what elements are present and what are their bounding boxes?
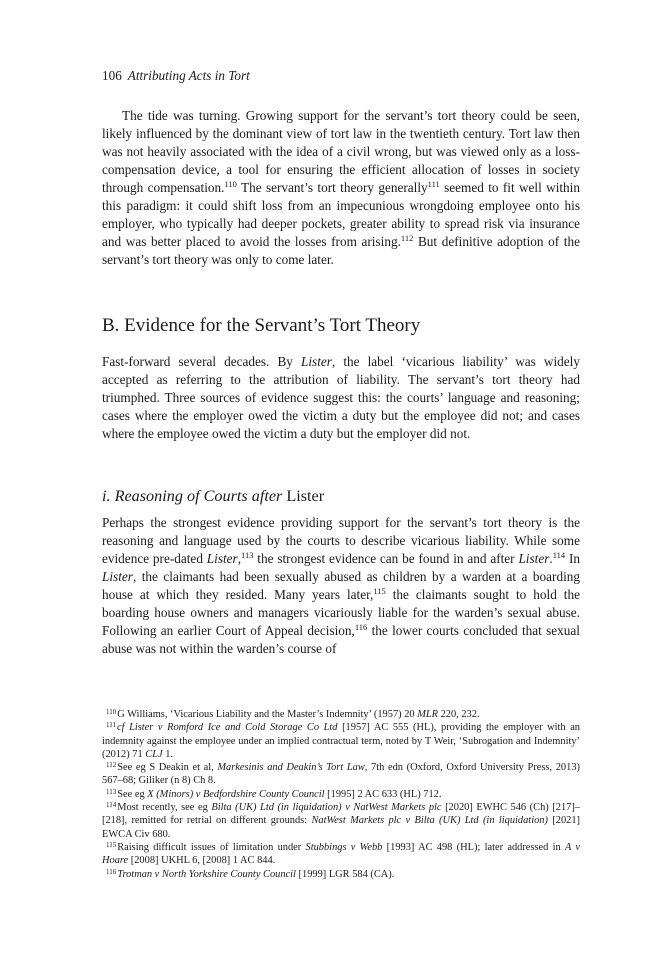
text: Perhaps the strongest evidence providing support for the servant’s tort theory is the reasoning and language used by the courts to describe vicarious liability. While some evidence pre-dated [102,515,580,566]
text: , [237,551,242,566]
footnote-112 [102,761,580,788]
case-name: X (Minors) v Bedfordshire County Council [147,788,325,800]
journal: CLJ [145,748,163,760]
text: Raising difficult issues of limitation under [117,841,306,853]
subsection-heading-i [102,486,324,506]
page-number: 106 [102,68,122,83]
book-title: Markesinis and Deakin’s Tort Law [217,762,365,774]
subsection-case: Lister [282,487,325,505]
paragraph-2 [102,353,580,443]
footnote-number: 115 [106,840,117,849]
text: , the label ‘vicarious liability’ was widely accepted as referring to the attribution of liability. The servant’s tort theory had triumphed. Three sources of evidence suggest this: the courts’ language and reasoning; cases where the employer owed the victim a duty but the employee did not; and cases where the employee owed the victim a duty but the employer did not. [102,354,580,441]
paragraph-1 [102,107,580,269]
case-name: Lister [206,551,238,566]
footnote-number: 112 [106,761,117,770]
footnote-ref-112[interactable]: 112 [400,233,414,243]
section-heading-b: B. Evidence for the Servant’s Tort Theory [102,315,421,336]
case-name: Stubbings v Webb [305,841,383,853]
text: The tide was turning. Growing support for the servant’s tort theory could be seen, likely influenced by the dominant view of tort law in the twentieth century. Tort law then was not heavily associated with the idea of a civil wrong, but was viewed only as a loss-compensation device, a tool for ensuring the efficient allocation of losses in society through compensation. [102,108,580,195]
text: [1999] LGR 584 (CA). [295,868,395,880]
case-name: A v Hoare [102,841,581,867]
page [102,67,581,880]
footnote-number: 111 [106,721,116,730]
running-head-title: Attributing Acts in Tort [127,68,250,83]
text: [1993] AC 498 (HL); later addressed in [382,841,565,853]
footnote-110 [102,708,580,721]
footnote-ref-110[interactable]: 110 [224,179,237,189]
text: In [565,551,580,566]
footnote-ref-116[interactable]: 116 [354,622,368,632]
footnotes [102,708,580,881]
text: See eg [117,788,148,800]
footnote-ref-114[interactable]: 114 [552,550,566,560]
footnote-number: 114 [106,801,117,810]
case-name: Trotman v North Yorkshire County Council [117,868,296,880]
footnote-ref-111[interactable]: 111 [427,179,440,189]
case-name: Lister [518,551,550,566]
footnote-number: 116 [106,867,117,876]
text: [2020] EWHC 546 (Ch) [217]–[218], remitted for retrial on different grounds: [102,802,580,827]
footnote-111 [102,721,580,761]
text: [1957] AC 555 (HL), providing the employer with an indemnity against the employee under an implied contractual term, noted by T Weir, ‘Subrogation and Indemnity’ (2012) 71 [102,722,581,760]
footnote-ref-115[interactable]: 115 [373,586,386,596]
case-name: Bilta (UK) Ltd (in liquidation) v NatWest Markets plc [211,802,442,814]
footnote-number: 110 [106,708,117,716]
footnote-115 [102,841,580,868]
case-name: NatWest Markets plc v Bilta (UK) Ltd (in liquidation) [311,815,548,827]
text: seemed to fit well within this paradigm: it could shift loss from an impecunious wrongdoing employee onto his employer, who typically had deeper pockets, greater ability to spread risk via insurance and was better placed to avoid the losses from arising. [102,180,580,249]
paragraph-3 [102,514,580,658]
text: Most recently, see eg [117,802,212,814]
text: the lower courts concluded that sexual abuse was not within the warden’s course of [102,623,580,656]
text: . [549,551,553,566]
text: 1. [162,748,174,760]
text: Fast-forward several decades. By [102,354,301,369]
case-name: cf Lister v Romford Ice and Cold Storage Co Ltd [116,722,338,734]
text: [1995] 2 AC 633 (HL) 712. [324,788,442,800]
text: The servant’s tort theory generally [236,180,428,195]
text: See eg S Deakin et al, [117,762,218,774]
journal: MLR [417,709,438,720]
footnote-113 [102,788,580,801]
footnote-116 [102,868,580,881]
footnote-ref-113[interactable]: 113 [241,550,254,560]
text: [2008] UKHL 6, [2008] 1 AC 844. [128,855,276,867]
text: G Williams, ‘Vicarious Liability and the Master’s Indemnity’ (1957) 20 [117,709,418,720]
text: 220, 232. [437,709,480,720]
text: [2021] EWCA Civ 680. [102,815,580,840]
case-name: Lister [301,354,332,369]
text: the strongest evidence can be found in and after [253,551,519,566]
footnote-number: 113 [106,787,117,796]
text: But definitive adoption of the servant’s tort theory was only to come later. [102,234,580,267]
case-name: Lister [102,569,133,584]
subsection-label: i. Reasoning of Courts after [102,487,283,505]
text: , 7th edn (Oxford, Oxford University Press, 2013) 567–68; Giliker (n 8) Ch 8. [102,762,580,787]
footnote-114 [102,801,580,841]
running-head [102,67,580,85]
text: , the claimants had been sexually abused as children by a warden at a boarding house at which they resided. Many years later, [102,569,580,602]
text: the claimants sought to hold the boarding house owners and managers vicariously liable for the warden’s sexual abuse. Following an earlier Court of Appeal decision, [102,587,580,638]
